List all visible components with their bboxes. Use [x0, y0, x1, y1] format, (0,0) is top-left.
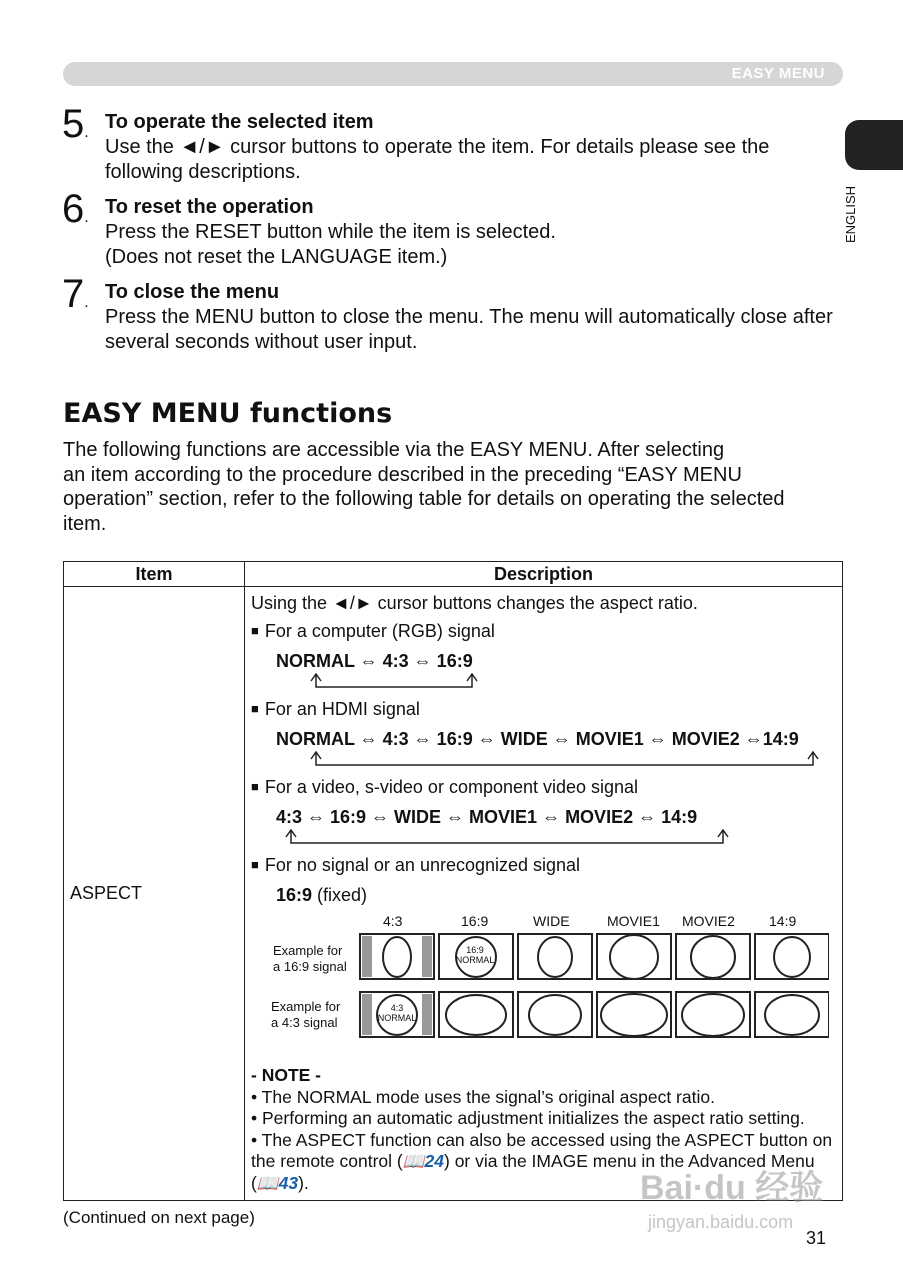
note-text: • The ASPECT function can also be accessed using the ASPECT button on the remote control ( [251, 1129, 833, 1171]
section-header-label: EASY MENU [731, 65, 825, 82]
example-169-label [273, 943, 347, 975]
screen-frame-149 [755, 992, 829, 1037]
example-43-label [271, 999, 340, 1031]
screen-frame-movie1 [597, 934, 671, 979]
table-row [64, 587, 843, 1201]
tag-line: 4:3 [390, 1003, 404, 1013]
video-sequence: 4:3 ⇔ 16:9 ⇔ WIDE ⇔ MOVIE1 ⇔ MOVIE2 ⇔ 14:9 [276, 807, 698, 827]
section-header-bar [63, 62, 843, 86]
step-title: To close the menu [105, 281, 280, 303]
section-title: EASY MENU functions [63, 398, 393, 429]
screen-frame-movie2 [676, 992, 750, 1037]
intro-line: an item according to the procedure described in the preceding “EASY MENU [63, 463, 742, 486]
functions-table [63, 561, 843, 1201]
loop-arrow-icon [276, 829, 756, 853]
description-cell [245, 587, 843, 1201]
hdmi-label: ■ For an HDMI signal [251, 697, 836, 723]
screen-frame-movie2 [676, 934, 750, 979]
loop-arrow-icon [276, 751, 836, 775]
frame-col-label: MOVIE1 [607, 913, 660, 929]
side-tab [845, 120, 903, 170]
step-number: 5 [62, 102, 85, 146]
hdmi-sequence: NORMAL ⇔ 4:3 ⇔ 16:9 ⇔ WIDE ⇔ MOVIE1 ⇔ MOVIE2 ⇔14:9 [276, 729, 799, 749]
step-5: 5. To operate the selected item Use the ◄/► cursor buttons to operate the item. For details please see the following descriptions. [62, 110, 852, 185]
page-ref-link[interactable]: 24 [424, 1151, 444, 1171]
desc-intro: Using the ◄/► cursor buttons changes the aspect ratio. [251, 593, 698, 613]
step-number: 6 [62, 187, 85, 231]
frame-col-label: 4:3 [383, 913, 403, 929]
section-intro [63, 438, 853, 536]
page-number: 31 [806, 1228, 827, 1248]
screen-frame-movie1 [597, 992, 671, 1037]
step-title: To operate the selected item [105, 111, 374, 133]
normal-tag-169 [455, 945, 495, 965]
tag-line: NORMAL [455, 955, 495, 965]
watermark-logo: Bai·du 经验 [640, 1169, 824, 1207]
book-icon: 📖 [256, 1172, 279, 1193]
frame-col-label: 16:9 [461, 913, 489, 929]
book-icon: 📖 [402, 1151, 425, 1171]
rgb-label: ■ For a computer (RGB) signal [251, 619, 836, 645]
rgb-sequence: NORMAL ⇔ 4:3 ⇔ 16:9 [276, 651, 473, 671]
tag-line: NORMAL [377, 1013, 417, 1023]
example-line: a 4:3 signal [271, 1015, 338, 1030]
step-7: 7. To close the menu Press the MENU button to close the menu. The menu will automatically close after several seconds without user input. [62, 280, 852, 355]
continued-note: (Continued on next page) [63, 1208, 255, 1227]
nosignal-label: ■ For no signal or an unrecognized signal [251, 853, 836, 879]
column-header-description: Description [245, 562, 843, 587]
note-text: ) or via the IMAGE menu in the Advanced Menu ( [251, 1151, 815, 1193]
step-body: Press the MENU button to close the menu. The menu will automatically close after several seconds without user input. [105, 306, 833, 353]
note-heading: - NOTE - [251, 1065, 321, 1085]
loop-arrow-icon [276, 673, 496, 697]
screen-frame-wide [518, 934, 592, 979]
nosignal-value [276, 883, 836, 907]
normal-tag-43 [377, 1003, 417, 1023]
language-label: ENGLISH [843, 185, 859, 244]
screen-frame-149 [755, 934, 829, 979]
aspect-examples [251, 907, 836, 1065]
example-line: Example for [271, 999, 341, 1014]
screen-frame-169 [439, 992, 513, 1037]
frame-col-label: 14:9 [769, 913, 797, 929]
step-body-note: (Does not reset the LANGUAGE item.) [105, 246, 448, 268]
frame-col-label: MOVIE2 [682, 913, 735, 929]
video-label: ■ For a video, s-video or component video signal [251, 775, 836, 801]
screen-frame-43 [360, 934, 434, 979]
intro-line: The following functions are accessible via the EASY MENU. After selecting [63, 439, 725, 461]
step-title: To reset the operation [105, 196, 314, 218]
note-text: ). [298, 1172, 309, 1193]
note-item: • The NORMAL mode uses the signal’s original aspect ratio. [251, 1086, 715, 1107]
frame-col-label: WIDE [533, 913, 570, 929]
step-number: 7 [62, 272, 85, 316]
step-body: Press the RESET button while the item is selected. [105, 221, 556, 243]
intro-line: item. [63, 512, 107, 535]
example-line: a 16:9 signal [273, 959, 347, 974]
nosignal-bold: 16:9 [276, 885, 313, 905]
page-ref-link[interactable]: 43 [278, 1172, 299, 1193]
step-6: 6. To reset the operation Press the RESET button while the item is selected. (Does not reset the LANGUAGE item.) [62, 195, 852, 270]
step-body: Use the ◄/► cursor buttons to operate the item. For details please see the following descriptions. [105, 136, 770, 183]
nosignal-rest: (fixed) [312, 885, 368, 905]
frames-row-169 [359, 933, 829, 981]
tag-line: 16:9 [466, 945, 484, 955]
note-item: • Performing an automatic adjustment initializes the aspect ratio setting. [251, 1108, 805, 1128]
item-cell: ASPECT [64, 587, 245, 1201]
intro-line: operation” section, refer to the following table for details on operating the selected [63, 488, 785, 510]
column-header-item: Item [64, 562, 245, 587]
watermark-url: jingyan.baidu.com [648, 1212, 794, 1232]
screen-frame-wide [518, 992, 592, 1037]
frames-row-43 [359, 991, 829, 1039]
example-line: Example for [273, 943, 343, 958]
